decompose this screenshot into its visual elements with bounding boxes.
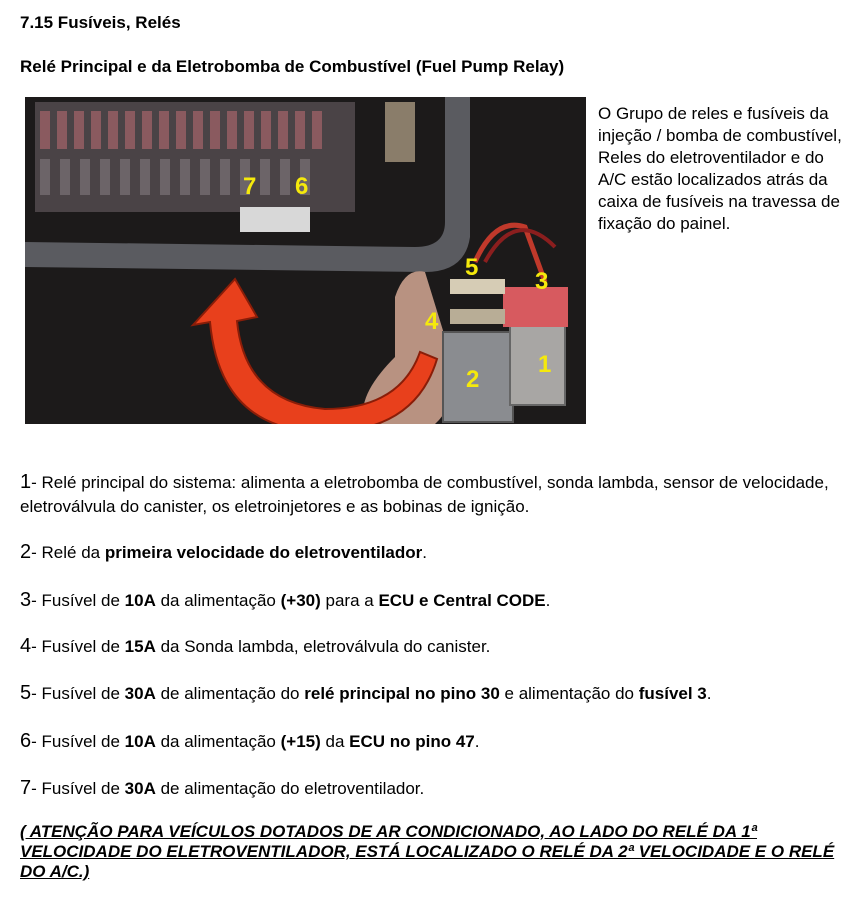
item-text: - Fusível de bbox=[31, 637, 125, 656]
item-6 bbox=[20, 729, 840, 754]
section-title: 7.15 Fusíveis, Relés bbox=[20, 13, 181, 32]
item-2 bbox=[20, 540, 840, 565]
item-number: 4 bbox=[20, 635, 32, 657]
photo-label-7: 7 bbox=[243, 173, 257, 200]
item-1 bbox=[20, 470, 840, 519]
item-emphasis: 30A bbox=[124, 684, 156, 703]
item-text: - Fusível de bbox=[31, 591, 125, 610]
item-text: da alimentação bbox=[155, 591, 281, 610]
item-text: - Fusível de bbox=[31, 732, 125, 751]
item-number: 3 bbox=[20, 589, 32, 611]
location-description: O Grupo de reles e fusíveis da injeção / bomba de combustível, Reles do eletroventilador e do A/C estão localizados atrás da caixa de fusíveis na travessa de fixação do painel. bbox=[598, 104, 842, 233]
item-text: de alimentação do bbox=[155, 684, 305, 703]
item-text: de alimentação do eletroventilador. bbox=[155, 779, 425, 798]
item-text: . bbox=[706, 684, 712, 703]
item-3 bbox=[20, 588, 840, 613]
subtitle: Relé Principal e da Eletrobomba de Combustível (Fuel Pump Relay) bbox=[20, 57, 565, 76]
item-text: - Fusível de bbox=[31, 684, 125, 703]
item-emphasis: ECU no pino 47 bbox=[349, 732, 475, 751]
item-emphasis: 30A bbox=[124, 779, 156, 798]
item-text: . bbox=[545, 591, 551, 610]
ac-warning: ( ATENÇÃO PARA VEÍCULOS DOTADOS DE AR CONDICIONADO, AO LADO DO RELÉ DA 1ª VELOCIDADE DO ELETROVENTILADOR, ESTÁ LOCALIZADO O RELÉ DA 2ª VELOCIDADE E O RELÉ DO A/C.) bbox=[20, 822, 835, 881]
item-emphasis: ECU e Central CODE bbox=[378, 591, 546, 610]
fuse-box-photo bbox=[25, 97, 586, 424]
item-5 bbox=[20, 681, 840, 706]
item-text: - Relé principal do sistema: alimenta a eletrobomba de combustível, sonda lambda, sensor de velocidade, eletroválvula do canister, os eletroinjetores e as bobinas de ignição. bbox=[20, 473, 829, 516]
item-number: 7 bbox=[20, 777, 32, 799]
item-emphasis: (+30) bbox=[280, 591, 321, 610]
photo-label-3: 3 bbox=[535, 268, 549, 295]
item-emphasis: primeira velocidade do eletroventilador bbox=[104, 543, 423, 562]
item-number: 6 bbox=[20, 730, 32, 752]
item-text: da Sonda lambda, eletroválvula do canister. bbox=[155, 637, 491, 656]
item-emphasis: 10A bbox=[124, 732, 156, 751]
item-text: - Fusível de bbox=[31, 779, 125, 798]
item-text: - Relé da bbox=[31, 543, 105, 562]
photo-label-4: 4 bbox=[425, 308, 439, 335]
item-emphasis: relé principal no pino 30 bbox=[304, 684, 500, 703]
item-4 bbox=[20, 634, 840, 659]
item-text: . bbox=[422, 543, 427, 562]
item-emphasis: 15A bbox=[124, 637, 156, 656]
item-emphasis: (+15) bbox=[280, 732, 321, 751]
item-text: para a bbox=[320, 591, 379, 610]
item-number: 5 bbox=[20, 682, 32, 704]
item-number: 1 bbox=[20, 471, 32, 493]
item-text: da alimentação bbox=[155, 732, 281, 751]
photo-label-5: 5 bbox=[465, 254, 479, 281]
photo-label-6: 6 bbox=[295, 173, 309, 200]
item-text: e alimentação do bbox=[499, 684, 639, 703]
photo-label-1: 1 bbox=[538, 351, 552, 378]
item-number: 2 bbox=[20, 541, 32, 563]
item-text: da bbox=[320, 732, 350, 751]
item-text: . bbox=[474, 732, 480, 751]
item-emphasis: fusível 3 bbox=[638, 684, 707, 703]
item-emphasis: 10A bbox=[124, 591, 156, 610]
photo-label-2: 2 bbox=[466, 366, 480, 393]
item-7 bbox=[20, 776, 840, 801]
